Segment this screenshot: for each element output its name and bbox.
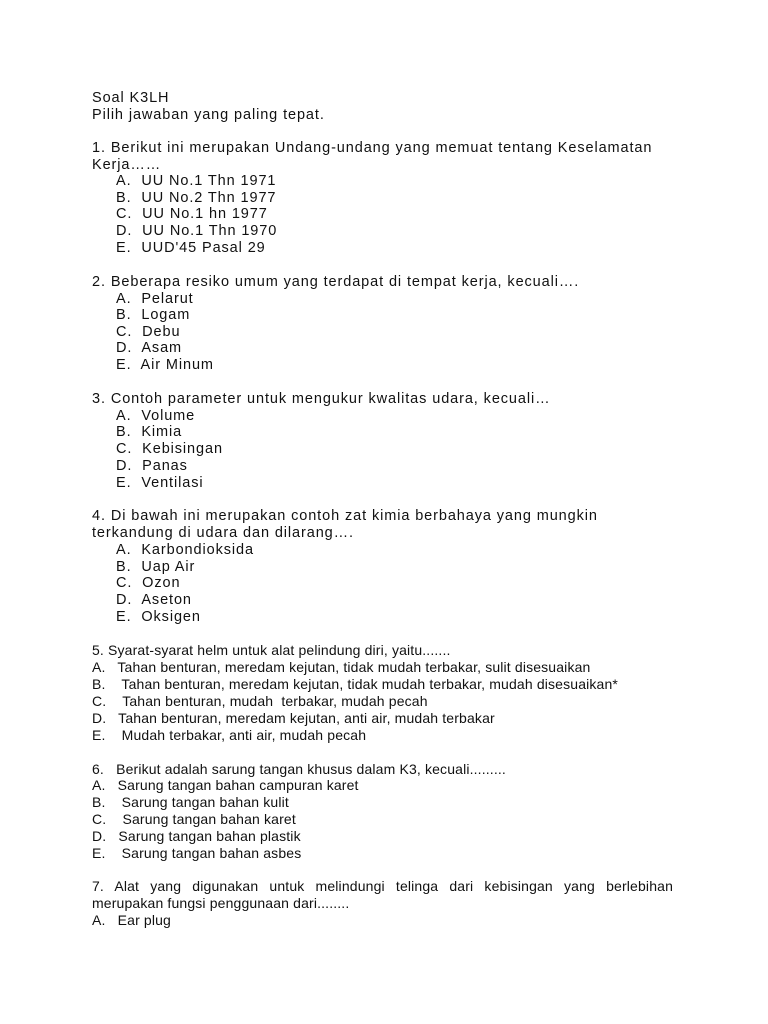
- question-2-option-a: A. Pelarut: [116, 291, 194, 307]
- question-1-option-b: B. UU No.2 Thn 1977: [116, 190, 277, 206]
- question-6-option-a: A. Sarung tangan bahan campuran karet: [92, 777, 359, 793]
- question-4-option-a: A. Karbondioksida: [116, 542, 254, 558]
- question-3-option-b: B. Kimia: [116, 424, 183, 440]
- question-1-option-d: D. UU No.1 Thn 1970: [116, 223, 278, 239]
- question-2-option-e: E. Air Minum: [116, 357, 214, 373]
- question-2-option-d: D. Asam: [116, 340, 183, 356]
- question-4-option-b: B. Uap Air: [116, 559, 196, 575]
- question-7-text: 7. Alat yang digunakan untuk melindungi telinga dari kebisingan yang berlebihan: [92, 878, 673, 894]
- question-6-option-e: E. Sarung tangan bahan asbes: [92, 845, 302, 861]
- question-4-option-e: E. Oksigen: [116, 609, 201, 625]
- question-1-option-c: C. UU No.1 hn 1977: [116, 206, 268, 222]
- question-2-option-c: C. Debu: [116, 324, 181, 340]
- question-3-option-e: E. Ventilasi: [116, 475, 204, 491]
- question-5-option-e: E. Mudah terbakar, anti air, mudah pecah: [92, 727, 367, 743]
- question-2-text: 2. Beberapa resiko umum yang terdapat di tempat kerja, kecuali….: [92, 274, 580, 290]
- question-6-option-d: D. Sarung tangan bahan plastik: [92, 828, 301, 844]
- question-3-option-d: D. Panas: [116, 458, 188, 474]
- question-4-option-d: D. Aseton: [116, 592, 192, 608]
- question-1-option-e: E. UUD'45 Pasal 29: [116, 240, 266, 256]
- question-3-option-c: C. Kebisingan: [116, 441, 223, 457]
- document-title: Soal K3LH: [92, 90, 170, 106]
- question-6-text: 6. Berikut adalah sarung tangan khusus dalam K3, kecuali.........: [92, 761, 506, 777]
- question-3-text: 3. Contoh parameter untuk mengukur kwalitas udara, kecuali…: [92, 391, 551, 407]
- question-6-option-c: C. Sarung tangan bahan karet: [92, 811, 296, 827]
- question-4-text: 4. Di bawah ini merupakan contoh zat kimia berbahaya yang mungkin: [92, 508, 598, 524]
- question-1-text: 1. Berikut ini merupakan Undang-undang yang memuat tentang Keselamatan: [92, 140, 653, 156]
- question-5-option-d: D. Tahan benturan, meredam kejutan, anti air, mudah terbakar: [92, 710, 495, 726]
- instruction-text: Pilih jawaban yang paling tepat.: [92, 107, 325, 123]
- question-4-option-c: C. Ozon: [116, 575, 181, 591]
- question-7-text-cont: merupakan fungsi penggunaan dari........: [92, 895, 350, 911]
- question-3-option-a: A. Volume: [116, 408, 196, 424]
- question-5-option-c: C. Tahan benturan, mudah terbakar, mudah pecah: [92, 693, 428, 709]
- question-4-text-cont: terkandung di udara dan dilarang….: [92, 525, 354, 541]
- question-1-option-a: A. UU No.1 Thn 1971: [116, 173, 277, 189]
- question-6-option-b: B. Sarung tangan bahan kulit: [92, 794, 289, 810]
- question-7-option-a: A. Ear plug: [92, 912, 171, 928]
- question-5-option-a: A. Tahan benturan, meredam kejutan, tidak mudah terbakar, sulit disesuaikan: [92, 659, 591, 675]
- question-5-text: 5. Syarat-syarat helm untuk alat pelindung diri, yaitu.......: [92, 642, 451, 658]
- question-2-option-b: B. Logam: [116, 307, 191, 323]
- question-1-text-cont: Kerja……: [92, 157, 162, 173]
- question-5-option-b: B. Tahan benturan, meredam kejutan, tidak mudah terbakar, mudah disesuaikan*: [92, 676, 619, 692]
